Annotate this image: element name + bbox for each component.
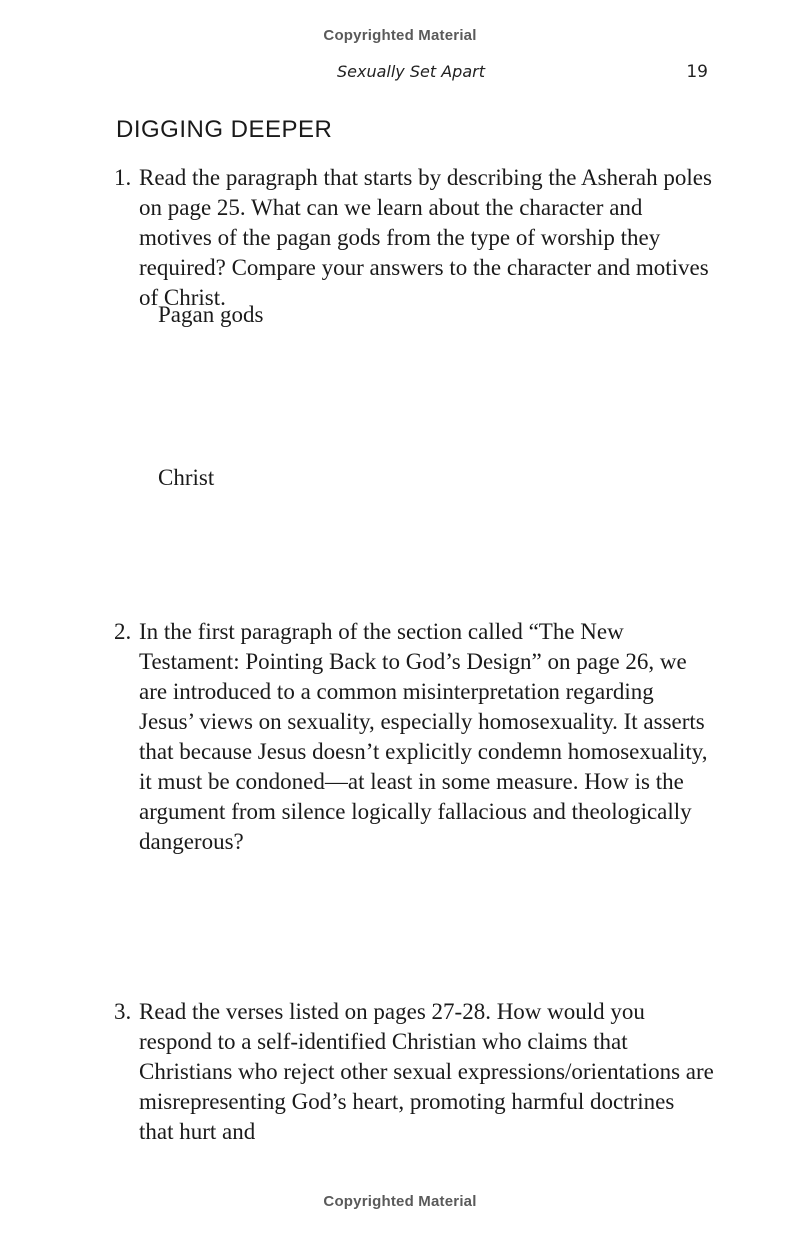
section-heading: DIGGING DEEPER — [116, 116, 333, 143]
question-text: Read the verses listed on pages 27-28. How would you respond to a self-identified Christian who claims that Christians who reject other sexual expressions/orientations are misrepresenting God’s heart, promoting harmful doctrines that hurt and — [139, 999, 714, 1144]
running-title: Sexually Set Apart — [337, 62, 485, 81]
copyright-notice-top: Copyrighted Material — [323, 27, 477, 44]
answer-label-pagan-gods: Pagan gods — [158, 302, 264, 327]
running-header — [0, 62, 800, 86]
copyright-notice-bottom: Copyrighted Material — [323, 1193, 477, 1210]
question-number: 2. — [114, 619, 132, 644]
page-number: 19 — [686, 62, 708, 82]
question-1 — [114, 163, 714, 313]
question-3 — [114, 997, 714, 1147]
question-number: 3. — [114, 999, 132, 1024]
answer-label-christ: Christ — [158, 465, 215, 490]
question-2 — [114, 617, 714, 857]
question-text: In the first paragraph of the section called “The New Testament: Pointing Back to God’s Design” on page 26, we are introduced to a common misinterpretation regarding Jesus’ views on sexuality, especially homosexuality. It asserts that because Jesus doesn’t explicitly condemn homosexuality, it must be condoned—at least in some measure. How is the argument from silence logically fallacious and theologically dangerous? — [139, 619, 708, 854]
question-number: 1. — [114, 165, 132, 190]
question-text: Read the paragraph that starts by describing the Asherah poles on page 25. What can we learn about the character and motives of the pagan gods from the type of worship they required? Compare your answers to the character and motives of Christ. — [139, 165, 712, 310]
